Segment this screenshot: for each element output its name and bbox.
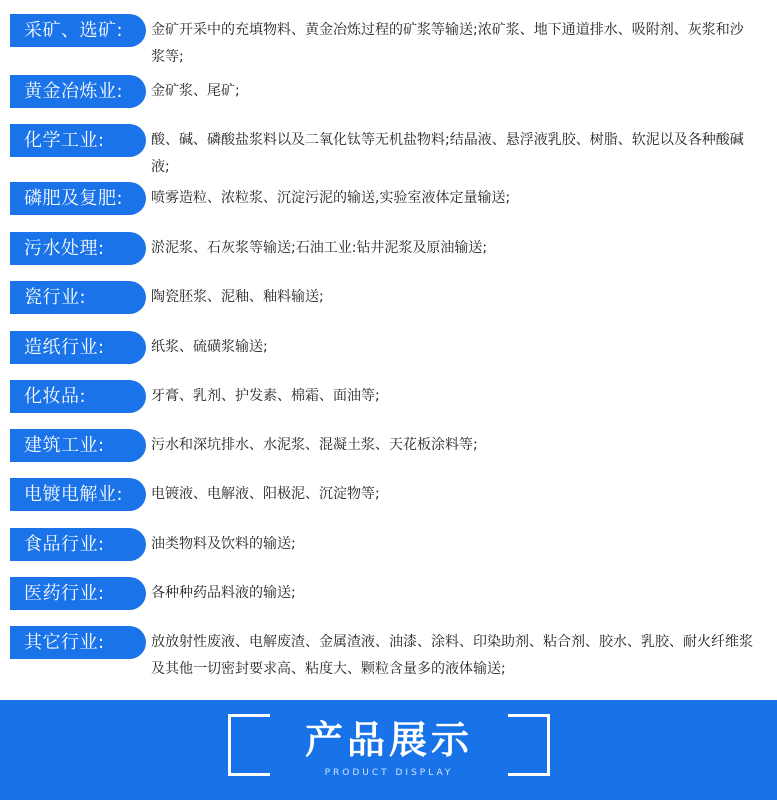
category-label: 化学工业: [10,124,146,157]
category-label: 其它行业: [10,626,146,659]
category-label: 采矿、选矿: [10,14,146,47]
category-label: 化妆品: [10,380,146,413]
category-description: 放放射性废液、电解废渣、金属渣液、油漆、涂料、印染助剂、粘合剂、胶水、乳胶、耐火纤维浆及其他一切密封要求高、粘度大、颗粒含量多的液体输送; [151,634,753,677]
category-label: 医药行业: [10,577,146,610]
category-description: 金矿浆、尾矿; [151,83,240,99]
category-description: 纸浆、硫磺浆输送; [151,339,268,355]
category-description: 酸、碱、磷酸盐浆料以及二氧化钛等无机盐物料;结晶液、悬浮液乳胶、树脂、软泥以及各种酸碱液; [151,132,744,175]
category-label: 瓷行业: [10,281,146,314]
category-label: 磷肥及复肥: [10,182,146,215]
category-label: 黄金冶炼业: [10,75,146,108]
category-label: 建筑工业: [10,429,146,462]
section-title: 产品展示 [304,718,473,762]
category-description: 淤泥浆、石灰浆等输送;石油工业:钻井泥浆及原油输送; [151,240,488,256]
category-label: 污水处理: [10,232,146,265]
bracket-left-icon [228,714,270,776]
category-description: 喷雾造粒、浓粒浆、沉淀污泥的输送,实验室液体定量输送; [151,190,511,206]
category-description: 金矿开采中的充填物料、黄金冶炼过程的矿浆等输送;浓矿浆、地下通道排水、吸附剂、灰浆和沙浆等; [151,22,744,65]
category-description: 陶瓷胚浆、泥釉、釉料输送; [151,289,324,305]
bracket-right-icon [508,714,550,776]
product-display-banner [0,700,777,800]
category-label: 电镀电解业: [10,478,146,511]
category-description: 各种种药品料液的输送; [151,585,296,601]
category-description: 油类物料及饮料的输送; [151,536,296,552]
category-label: 食品行业: [10,528,146,561]
category-description: 牙膏、乳剂、护发素、棉霜、面油等; [151,388,380,404]
category-description: 污水和深坑排水、水泥浆、混凝土浆、天花板涂料等; [151,437,478,453]
category-label: 造纸行业: [10,331,146,364]
section-subtitle: PRODUCT DISPLAY [324,768,454,778]
category-description: 电镀液、电解液、阳极泥、沉淀物等; [151,486,380,502]
